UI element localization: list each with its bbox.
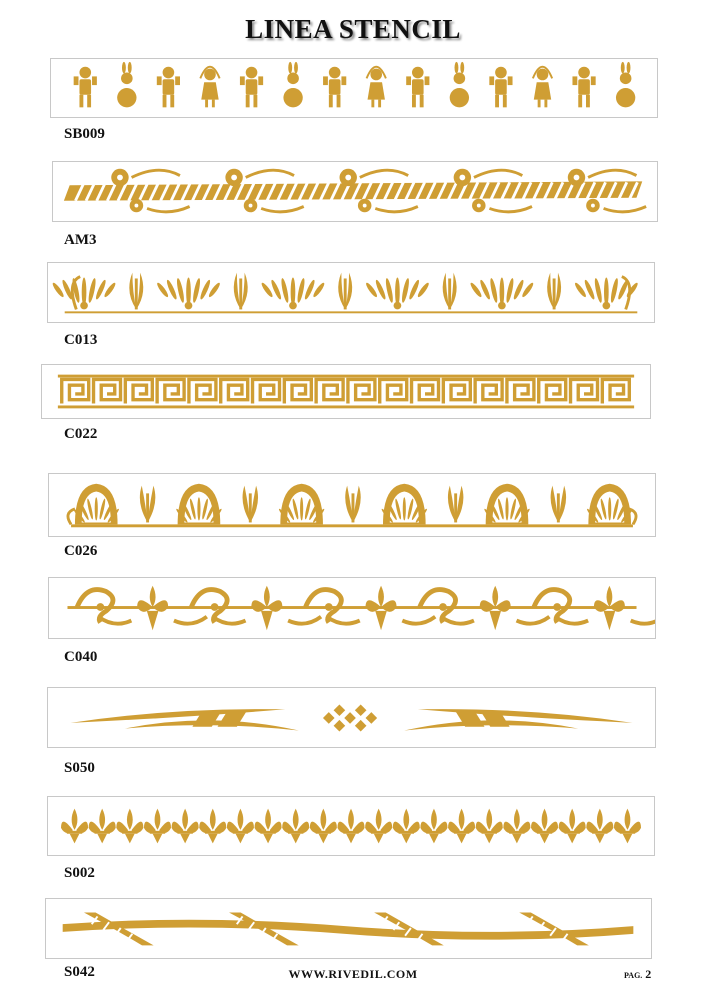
stencil-code: C022 [64,426,98,442]
stencil-code: S050 [64,760,95,776]
page-label: PAG. [624,971,643,980]
stencil-strip-s050 [47,687,656,748]
stencil-code: S042 [64,964,95,980]
stencil-strip-c022 [41,364,651,419]
stencil-strip-c026 [48,473,656,537]
stencil-code: SB009 [64,126,105,142]
stencil-strip-s042 [45,898,652,959]
page-number: 2 [645,967,652,981]
stencil-code: AM3 [64,232,97,248]
stencil-strip-sb009 [50,58,658,118]
stencil-strip-c013 [47,262,655,323]
stencil-code: S002 [64,865,95,881]
stencil-code: C026 [64,543,98,559]
stencil-strip-c040 [48,577,656,639]
page-title: LINEA STENCIL [245,14,461,44]
palmette-frieze-motif [48,263,654,322]
stencil-strip-s002 [47,796,655,856]
stencil-strip-am3 [52,161,658,222]
footer-website: WWW.RIVEDIL.COM [288,967,418,981]
twisted-rope-motif [46,899,651,958]
swoosh-diamonds-motif [48,688,655,747]
stencil-code: C040 [64,649,98,665]
rope-flower-motif [53,162,657,221]
greek-key-motif [42,365,650,418]
children-figures-motif [51,59,657,117]
footer-page-number [624,967,651,982]
fleur-scroll-motif [49,578,655,638]
stencil-code: C013 [64,332,98,348]
egg-palmette-motif [49,474,655,536]
fleur-de-lis-row-motif [48,797,654,855]
